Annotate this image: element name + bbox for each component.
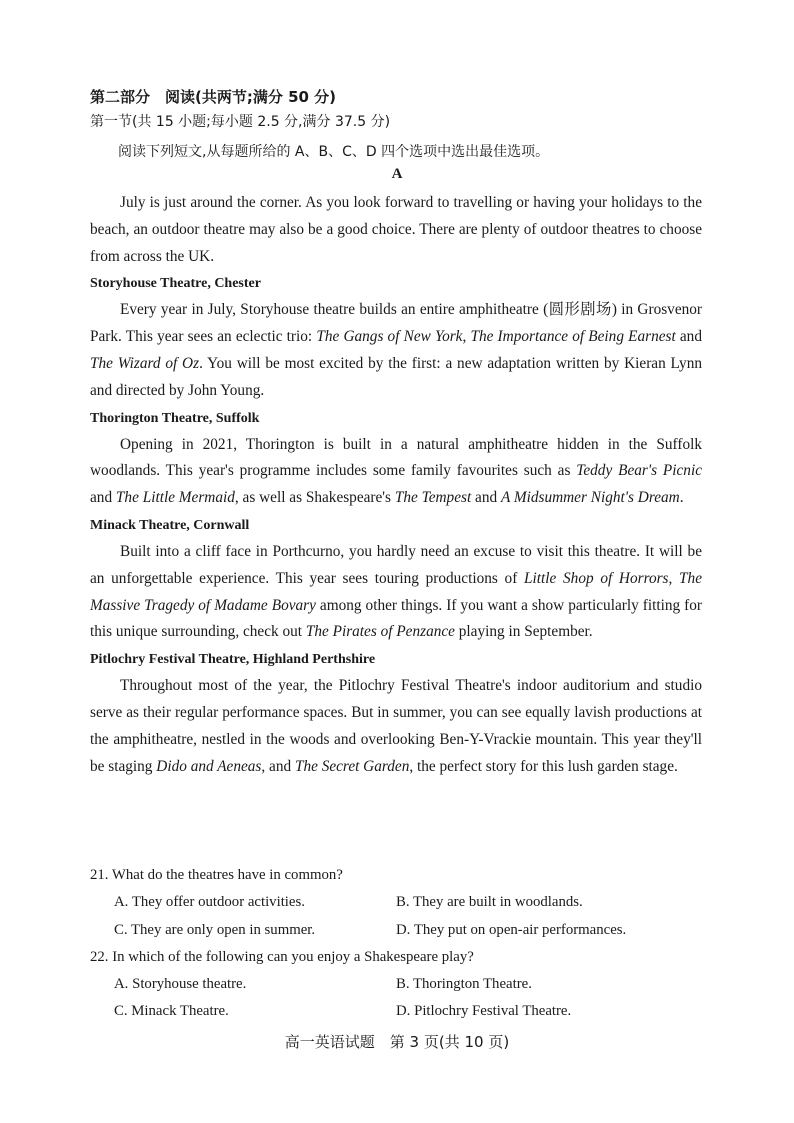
question-22 [90, 944, 702, 1026]
option-d: D. Pitlochry Festival Theatre. [396, 1003, 572, 1020]
passage-body [90, 190, 702, 780]
option-c: C. Minack Theatre. [114, 1003, 229, 1020]
option-b: B. Thorington Theatre. [396, 976, 532, 993]
question-stem: 22. In which of the following can you enjoy a Shakespeare play? [90, 948, 474, 965]
theatre-heading-pitlochry: Pitlochry Festival Theatre, Highland Perthshire [90, 652, 376, 668]
theatre-paragraph-thorington: Opening in 2021, Thorington is built in a natural amphitheatre hidden in the Suffolk woodlands. This year's programme includes some family favourites such as Teddy Bear's Picnic and The Little Mermaid, as well as Shakespeare's The Tempest and A Midsummer Night's Dream. [90, 435, 702, 507]
theatre-heading-minack: Minack Theatre, Cornwall [90, 517, 250, 533]
section-heading: 第一节(共 15 小题;每小题 2.5 分,满分 37.5 分) [90, 114, 391, 130]
question-stem: 21. What do the theatres have in common? [90, 867, 343, 883]
intro-paragraph: July is just around the corner. As you look forward to travelling or having your holidays to the beach, an outdoor theatre may also be a good choice. There are plenty of outdoor theatres to choose from across the UK. [90, 194, 702, 265]
theatre-paragraph-storyhouse: Every year in July, Storyhouse theatre builds an entire amphitheatre (圆形剧场) in Grosvenor Park. This year sees an eclectic trio: The Gangs of New York, The Importance of Being Earnest and The Wizard of Oz. You will be most excited by the first: a new adaptation written by Kieran Lynn and directed by John Young. [90, 301, 702, 399]
theatre-paragraph-pitlochry: Throughout most of the year, the Pitlochry Festival Theatre's indoor auditorium and studio serve as their regular performance spaces. But in summer, you can see equally lavish productions at the amphitheatre, nestled in the woods and overlooking Ben-Y-Vrackie mountain. This year they'll be staging Dido and Aeneas, and The Secret Garden, the perfect story for this lush garden stage. [90, 677, 702, 775]
part-heading: 第二部分 阅读(共两节;满分 50 分) [90, 88, 337, 106]
theatre-heading-storyhouse: Storyhouse Theatre, Chester [90, 276, 261, 292]
question-21 [90, 862, 702, 944]
option-c: C. They are only open in summer. [114, 921, 316, 938]
passage-label: A [391, 166, 403, 182]
theatre-heading-thorington: Thorington Theatre, Suffolk [90, 410, 260, 426]
questions [90, 862, 702, 1026]
instruction-text: 阅读下列短文,从每题所给的 A、B、C、D 四个选项中选出最佳选项。 [118, 144, 550, 160]
page-footer: 高一英语试题 第 3 页(共 10 页) [284, 1033, 510, 1051]
option-a: A. Storyhouse theatre. [114, 976, 247, 993]
option-d: D. They put on open-air performances. [396, 921, 627, 938]
option-b: B. They are built in woodlands. [396, 894, 583, 911]
option-a: A. They offer outdoor activities. [114, 894, 305, 911]
theatre-paragraph-minack: Built into a cliff face in Porthcurno, you hardly need an excuse to visit this theatre. It will be an unforgettable experience. This year sees touring productions of Little Shop of Horrors, The Massive Tragedy of Madame Bovary among other things. If you want a show particularly fitting for this unique surrounding, check out The Pirates of Penzance playing in September. [90, 542, 702, 641]
